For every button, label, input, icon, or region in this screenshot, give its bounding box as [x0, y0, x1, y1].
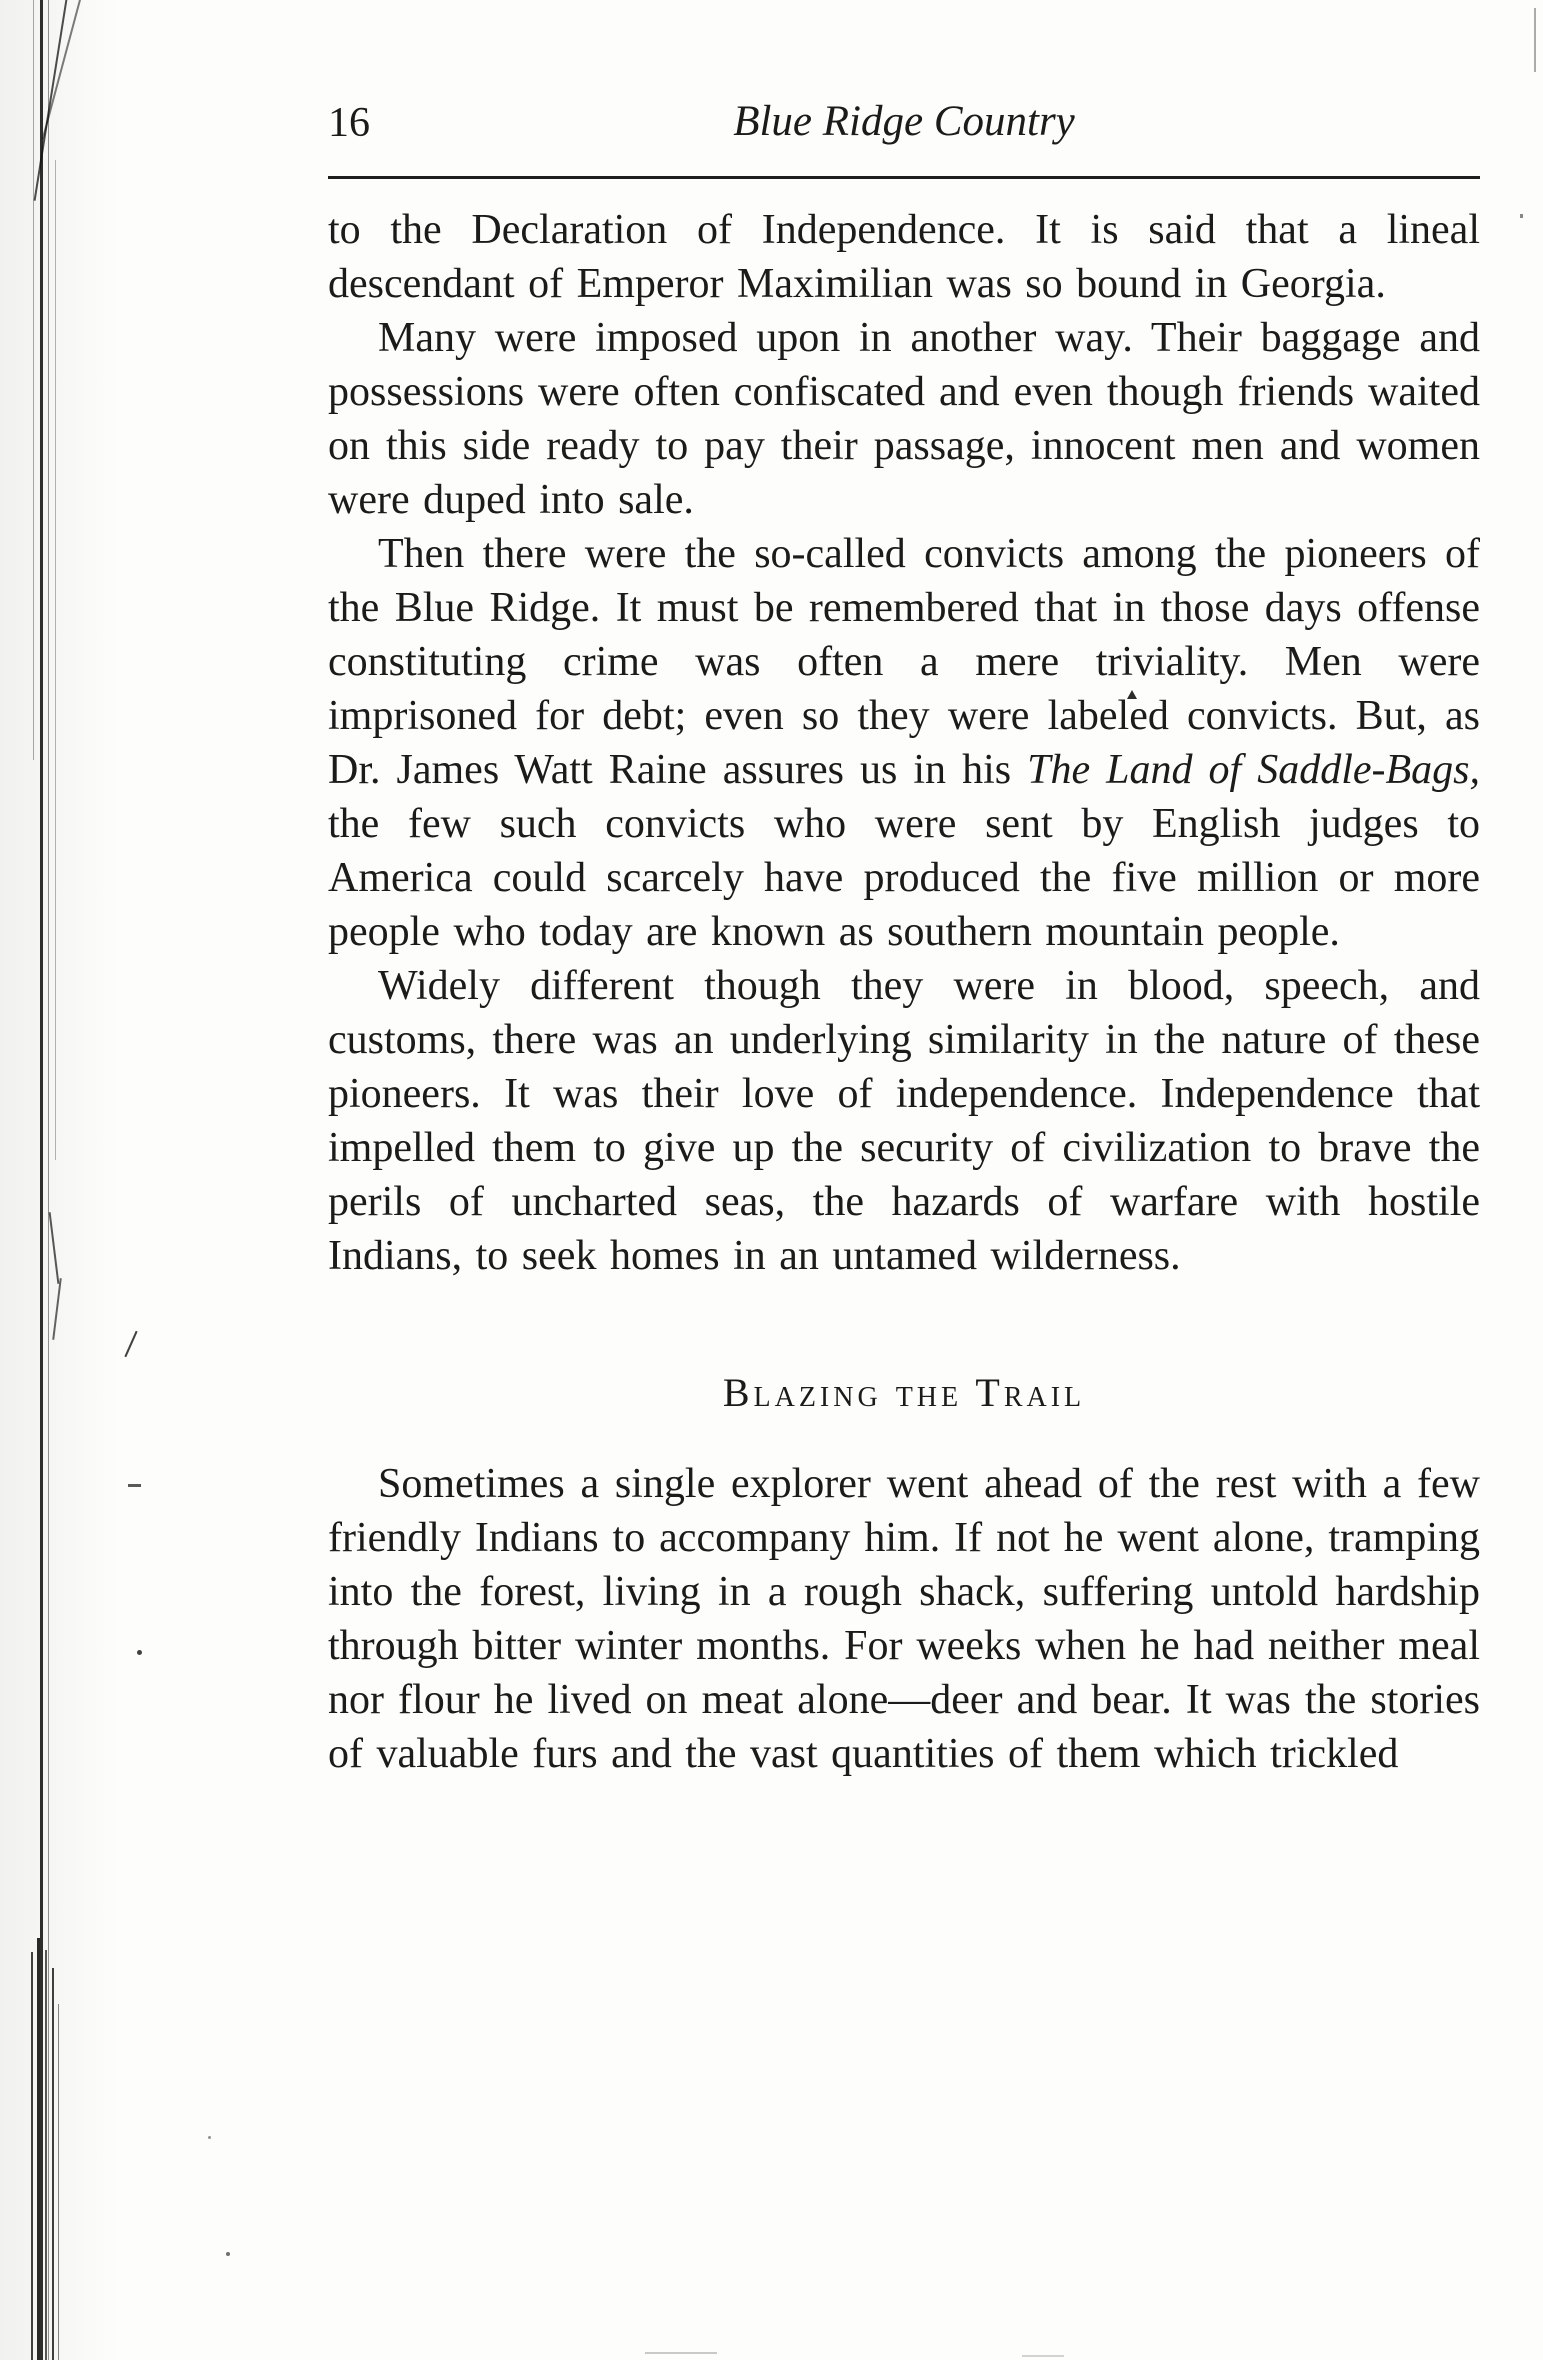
stray-mark [1022, 2355, 1064, 2357]
paragraph-convicts-text-before: Then there were the so-called convicts among the pioneers of the Blue Ridge. It must be remembered that in those days offense constituting crime was often a mere triviality. Men were imprisoned for debt; even so they were labeled convicts. But, as Dr. James Watt Raine assures us in his [328, 531, 1480, 793]
text-block [328, 96, 1480, 1781]
paragraph-imposed-upon: Many were imposed upon in another way. Their baggage and possessions were often confiscated and even though friends waited on this side ready to pay their passage, innocent men and women were duped into sale. [328, 315, 1480, 523]
binding-line [40, 0, 43, 2360]
gutter-shadow [0, 0, 120, 2360]
stray-mark [208, 2136, 211, 2139]
header-rule [328, 176, 1480, 179]
stray-mark [128, 1484, 141, 1487]
stray-mark [1520, 214, 1523, 218]
stray-mark [1534, 8, 1536, 72]
paragraph-convicts [328, 527, 1480, 959]
stray-mark [137, 1650, 142, 1655]
binding-line [58, 2004, 59, 2360]
binding-line [31, 1952, 33, 2360]
paragraph-explorer: Sometimes a single explorer went ahead of the rest with a few friendly Indians to accompany him. If not he went alone, tramping into the forest, living in a rough shack, suffering untold hardship through bitter winter months. For weeks when he had neither meal nor flour he lived on meat alone—deer and bear. It was the stories of valuable furs and the vast quantities of them which trickled [328, 1461, 1480, 1777]
running-title: Blue Ridge Country [733, 98, 1075, 145]
paragraph-declaration: to the Declaration of Independence. It is said that a lineal descendant of Emperor Maximilian was so bound in Georgia. [328, 207, 1480, 307]
paragraph-independence: Widely different though they were in blood, speech, and customs, there was an underlying similarity in the nature of these pioneers. It was their love of independence. Independence that impelled them to give up the security of civilization to brave the perils of uncharted seas, the hazards of warfare with hostile Indians, to seek homes in an untamed wilderness. [328, 963, 1480, 1279]
binding-line [55, 160, 56, 1160]
binding-line [52, 1968, 54, 2360]
section-heading: Blazing the Trail [722, 1370, 1086, 1415]
binding-line [49, 1212, 60, 1284]
binding-line [45, 1950, 47, 2360]
binding-line [48, 0, 49, 2360]
page-header [328, 96, 1480, 170]
paragraph-convicts-text-after: the few such convicts who were sent by English judges to America could scarcely have produced the five million or more people who today are known as southern mountain people. [328, 801, 1480, 955]
cited-book-title: The Land of Saddle-Bags, [1027, 747, 1480, 793]
binding-line [52, 1278, 62, 1340]
stray-mark [226, 2252, 230, 2256]
page-number: 16 [328, 100, 370, 146]
binding-line [33, 0, 34, 760]
binding-line [37, 1938, 40, 2360]
stray-mark [645, 2352, 717, 2354]
body-text [328, 203, 1480, 1781]
stray-mark [124, 1331, 137, 1357]
